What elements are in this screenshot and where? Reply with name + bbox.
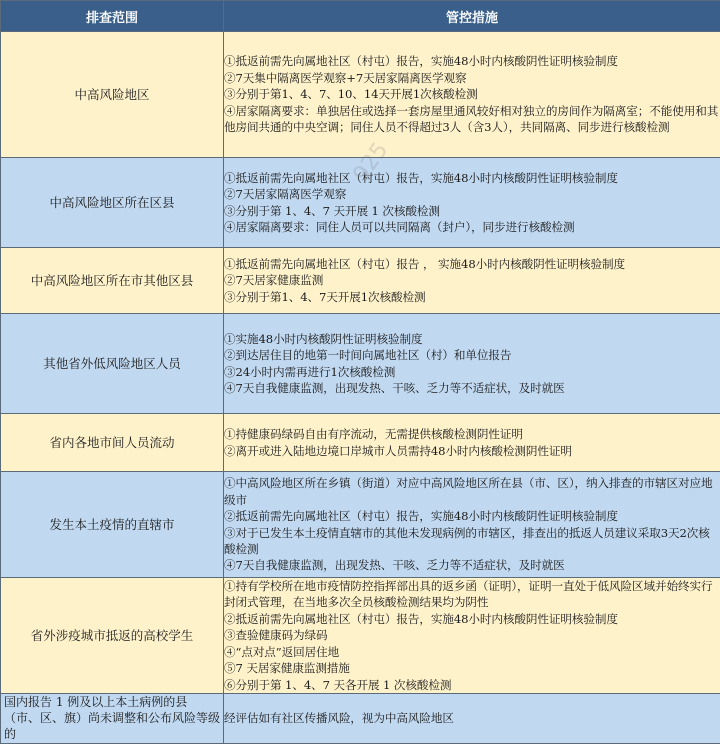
table-row: [1, 32, 720, 158]
measure-item: ①中高风险地区所在乡镇（街道）对应中高风险地区所在县（市、区），纳入排查的市辖区对应地级市: [224, 475, 720, 508]
measure-item: ③分别于第 1、4、7 天开展 1 次核酸检测: [224, 203, 720, 219]
measure-item: ①持健康码绿码自由有序流动，无需提供核酸检测阴性证明: [224, 426, 720, 442]
measure-item: ③24小时内需再进行1次核酸检测: [224, 364, 720, 380]
measure-item: ④居家隔离要求：同住人员可以共同隔离（封户），同步进行核酸检测: [224, 219, 720, 235]
scope-cell: 其他省外低风险地区人员: [1, 314, 224, 414]
measures-cell: [224, 158, 720, 248]
measure-item: ④7天自我健康监测，出现发热、干咳、乏力等不适症状，及时就医: [224, 380, 720, 396]
measure-item: ③查验健康码为绿码: [224, 627, 720, 643]
watermark: 925: [349, 138, 394, 187]
table-row: [1, 578, 720, 694]
measure-item: ②抵返前需先向属地社区（村屯）报告，实施48小时内核酸阴性证明核验制度: [224, 508, 720, 524]
scope-cell: 发生本土疫情的直辖市: [1, 472, 224, 578]
measure-item: ④7天自我健康监测，出现发热、干咳、乏力等不适症状，及时就医: [224, 557, 720, 573]
measures-cell: [224, 472, 720, 578]
measure-item: ②7天集中隔离医学观察+7天居家隔离医学观察: [224, 70, 720, 86]
header-measures: 管控措施: [224, 1, 720, 32]
measure-item: ①持有学校所在地市疫情防控指挥部出具的返乡函（证明），证明一直处于低风险区域并始终实行封闭式管理，在当地多次全员核酸检测结果均为阴性: [224, 578, 720, 611]
scope-cell: 中高风险地区所在市其他区县: [1, 248, 224, 314]
table-row: [1, 248, 720, 314]
measure-item: ③分别于第1、4、7、10、14天开展1次核酸检测: [224, 86, 720, 102]
measure-item: ①抵返前需先向属地社区（村屯）报告，实施48小时内核酸阴性证明核验制度: [224, 53, 720, 69]
scope-cell: 中高风险地区: [1, 32, 224, 158]
scope-cell: 国内报告 1 例及以上本土病例的县（市、区、旗）尚未调整和公布风险等级的: [1, 694, 224, 744]
header-scope: 排查范围: [1, 1, 224, 32]
table-row: [1, 472, 720, 578]
measure-item: ①抵返前需先向属地社区（村屯）报告 ， 实施48小时内核酸阴性证明核验制度: [224, 256, 720, 272]
table-row: [1, 314, 720, 414]
scope-cell: 中高风险地区所在区县: [1, 158, 224, 248]
scope-cell: 省外涉疫城市抵返的高校学生: [1, 578, 224, 694]
measures-cell: [224, 578, 720, 694]
measures-cell: [224, 248, 720, 314]
measure-item: ②7天居家隔离医学观察: [224, 186, 720, 202]
measures-cell: [224, 414, 720, 472]
measures-cell: [224, 694, 720, 744]
table-header-row: [1, 1, 720, 32]
measure-item: 经评估如有社区传播风险，视为中高风险地区: [224, 710, 720, 726]
measure-item: ①抵返前需先向属地社区（村屯）报告，实施48小时内核酸阴性证明核验制度: [224, 170, 720, 186]
measure-item: ⑤7 天居家健康监测措施: [224, 660, 720, 676]
measure-item: ②抵返前需先向属地社区（村屯）报告，实施48小时内核酸阴性证明核验制度: [224, 611, 720, 627]
table-row: [1, 694, 720, 744]
table-row: [1, 158, 720, 248]
measures-cell: [224, 314, 720, 414]
measure-item: ③对于已发生本土疫情直辖市的其他未发现病例的市辖区，排查出的抵返人员建议采取3天2次核酸检测: [224, 525, 720, 558]
scope-cell: 省内各地市间人员流动: [1, 414, 224, 472]
table-row: [1, 414, 720, 472]
measure-item: ③分别于第1、4、7天开展1次核酸检测: [224, 289, 720, 305]
measure-item: ④“点对点”返回居住地: [224, 644, 720, 660]
measures-cell: [224, 32, 720, 158]
measure-item: ②离开或进入陆地边境口岸城市人员需持48小时内核酸检测阴性证明: [224, 443, 720, 459]
measure-item: ②到达居住目的地第一时间向属地社区（村）和单位报告: [224, 347, 720, 363]
measure-item: ①实施48小时内核酸阴性证明核验制度: [224, 331, 720, 347]
measure-item: ②7天居家健康监测: [224, 272, 720, 288]
measure-item: ⑥分别于第 1、4、7 天各开展 1 次核酸检测: [224, 677, 720, 693]
measure-item: ④居家隔离要求：单独居住或选择一套房屋里通风较好相对独立的房间作为隔离室；不能使用和其他房间共通的中央空调；同住人员不得超过3人（含3人），共同隔离、同步进行核酸检测: [224, 103, 720, 136]
